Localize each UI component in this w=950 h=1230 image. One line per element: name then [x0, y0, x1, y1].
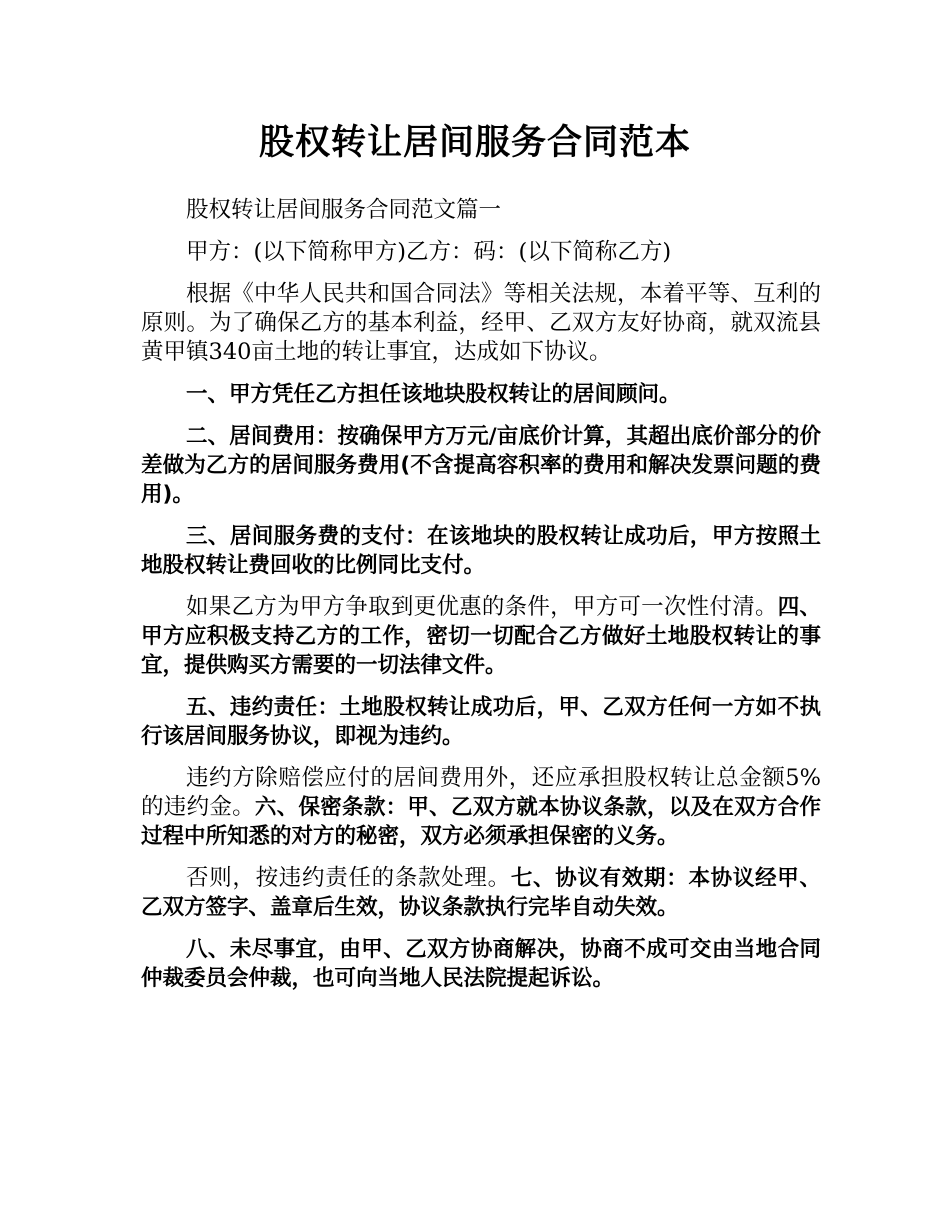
clause-text: 一、甲方凭任乙方担任该地块股权转让的居间顾问。 — [186, 382, 681, 407]
clause-text: 五、违约责任：土地股权转让成功后，甲、乙双方任何一方如不执行该居间服务协议，即视为违约。 — [141, 695, 821, 749]
paragraph-text: 如果乙方为甲方争取到更优惠的条件，甲方可一次性付清。 — [186, 594, 778, 620]
clause-text: 二、居间费用：按确保甲方万元/亩底价计算，其超出底价部分的价差做为乙方的居间服务费用(不含提高容积率的费用和解决发票问题的费用)。 — [141, 424, 821, 507]
paragraph-text: 违约方除赔偿应付的居间费用外，还应承担股权转让总金额5%的违约金。 — [141, 765, 821, 820]
clause-4 — [141, 593, 821, 680]
document-title: 股权转让居间服务合同范本 — [258, 123, 691, 163]
clause-text: 三、居间服务费的支付：在该地块的股权转让成功后，甲方按照土地股权转让费回收的比例同比支付。 — [141, 524, 821, 578]
clause-8 — [141, 935, 821, 993]
clause-6 — [141, 764, 821, 851]
paragraph-text: 否则，按违约责任的条款处理。 — [186, 865, 511, 891]
paragraph-parties — [141, 238, 821, 267]
clause-1 — [141, 380, 821, 409]
clause-text: 八、未尽事宜，由甲、乙双方协商解决，协商不成可交由当地合同仲裁委员会仲裁，也可向当地人民法院提起诉讼。 — [141, 937, 821, 991]
paragraph-preamble — [141, 280, 821, 367]
clause-2 — [141, 422, 821, 509]
clause-text: 七、协议有效期：本协议经甲、乙双方签字、盖章后生效，协议条款执行完毕自动失效。 — [141, 866, 821, 920]
paragraph-intro-heading — [141, 196, 821, 225]
clause-text: 四、甲方应积极支持乙方的工作，密切一切配合乙方做好土地股权转让的事宜，提供购买方需要的一切法律文件。 — [141, 595, 821, 678]
paragraph-text: 甲方：(以下简称甲方)乙方：码：(以下简称乙方) — [186, 239, 672, 265]
document-body — [141, 196, 821, 1006]
paragraph-text: 根据《中华人民共和国合同法》等相关法规，本着平等、互利的原则。为了确保乙方的基本利益，经甲、乙双方友好协商，就双流县黄甲镇340亩土地的转让事宜，达成如下协议。 — [141, 281, 821, 365]
clause-text: 六、保密条款：甲、乙双方就本协议条款，以及在双方合作过程中所知悉的对方的秘密，双方必须承担保密的义务。 — [141, 795, 821, 849]
paragraph-text: 股权转让居间服务合同范文篇一 — [186, 197, 502, 223]
clause-7 — [141, 864, 821, 922]
clause-5 — [141, 693, 821, 751]
clause-3 — [141, 522, 821, 580]
